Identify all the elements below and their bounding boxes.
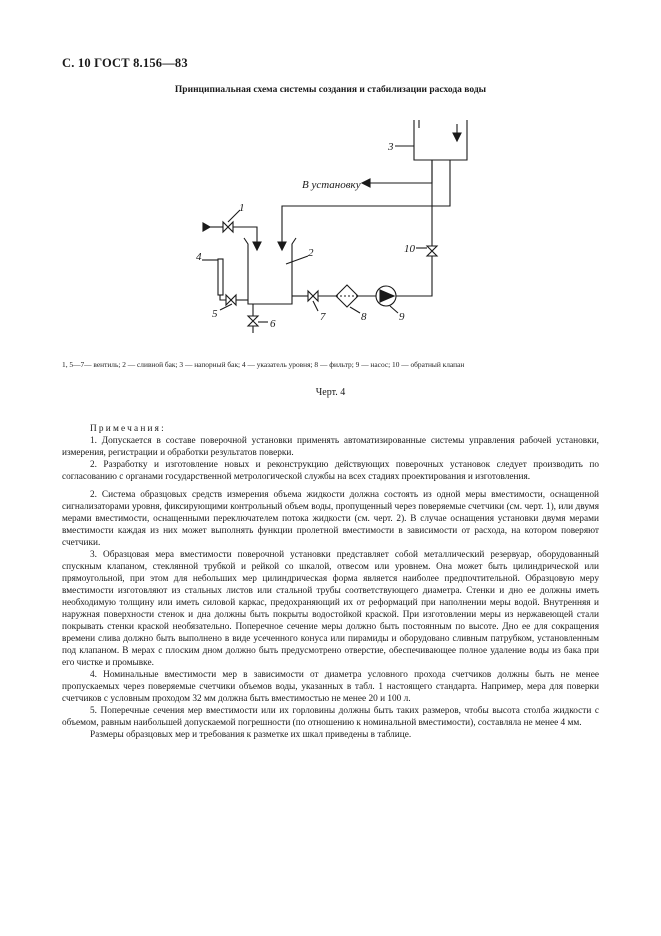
leader-line-8: [350, 307, 360, 313]
riser-pipe: [396, 256, 432, 296]
label-6: 6: [270, 318, 276, 330]
label-1: 1: [239, 202, 245, 214]
outlet-arrow: [362, 179, 370, 187]
valve-5-icon: [226, 295, 236, 305]
valve-1-icon: [223, 222, 233, 232]
label-2: 2: [308, 247, 314, 259]
valve-7-icon: [308, 291, 318, 301]
figure-caption: Черт. 4: [315, 387, 346, 398]
label-10: 10: [404, 243, 415, 255]
leader-line-9: [390, 306, 398, 313]
label-9: 9: [399, 311, 405, 323]
page-header: С. 10 ГОСТ 8.156—83: [62, 56, 188, 70]
flow-schematic-diagram: [150, 108, 480, 333]
valve-6-icon: [248, 316, 258, 326]
label-5: 5: [212, 308, 218, 320]
pump-triangle: [380, 290, 394, 302]
paragraph: 2. Система образцовых средств измерения объема жидкости должна состоять из одной меры вместимости, оснащенной сигнализаторами уровня, фиксирующими контрольный объем воды, пропущенный через поверяемые счетчики (см. черт. 1), или двумя мерами вместимости, оснащенными переключателем потока жидкости (см. черт. 2). В случае оснащения установки двумя мерами вместимости каждая из них может выполнять функции пролетной вместимости в зависимости от расхода, на котором поверяют счетчики.: [62, 490, 599, 548]
notes-title: Примечания:: [90, 424, 166, 434]
inlet-pipe-2: [233, 227, 257, 248]
leader-line-2: [286, 256, 308, 264]
note-item: 2. Разработку и изготовление новых и реконструкцию действующих поверочных установок следует производить по согласованию с органами государственной метрологической службы на всех стадиях проектирования и изготовления.: [62, 460, 599, 482]
figure-title: Принципиальная схема системы создания и стабилизации расхода воды: [174, 85, 487, 95]
drain-tank: [244, 238, 296, 304]
paragraph: 5. Поперечные сечения мер вместимости или их горловины должны быть таких размеров, чтобы высота столба жидкости с объемом, равным наибольшей допускаемой погрешности (по отношению к номинальной вместимости), составляла не менее 4 мм.: [62, 706, 599, 728]
figure-legend: 1, 5—7— вентиль; 2 — сливной бак; 3 — напорный бак; 4 — указатель уровня; 8 — фильтр; 9 — насос; 10 — обратный клапан: [62, 360, 465, 369]
paragraph: 3. Образцовая мера вместимости поверочной установки представляет собой металлический резервуар, оборудованный спускным клапаном, стеклянной трубкой и рейкой со шкалой, отвесом или уровнем. Она может быть цилиндрической или прямоугольной, при этом для небольших мер цилиндрическая форма является наиболее предпочтительной. Образцовую меру вместимости изготовляют из стальных листов или стальной трубы соответствующего диаметра. Стенки и дно ее должны иметь необходимую толщину или иметь силовой каркас, предохраняющий их от реформаций при наполнении меры водой. Внутренняя и наружная поверхности стенок и дна должны быть покрыты водостойкой краской. При изготовлении меры из нержавеющей стали покрывать стенки краской необязательно. Поперечное сечение меры должно быть постоянным по высоте. Дно ее для сокращения времени слива должно быть выполнено в виде усеченного конуса или пирамиды и оборудовано сливным патрубком, установленным под клапаном. В мерах с плоским дном должно быть предусмотрено отверстие, обеспечивающее полное удаление воды из бака при его чистке и промывке.: [62, 550, 599, 668]
paragraph: Размеры образцовых мер и требования к разметке их шкал приведены в таблице.: [90, 730, 412, 740]
flow-label: В установку: [302, 179, 361, 191]
label-3: 3: [388, 141, 394, 153]
outlet-pipe: [370, 160, 432, 183]
valve-10-icon: [427, 246, 437, 256]
paragraph: 4. Номинальные вместимости мер в зависимости от диаметра условного прохода счетчиков должны быть не менее пропускаемых через поверяемые счетчики объемов воды, указанных в табл. 1 настоящего стандарта. Например, мера для поверки счетчиков с условным проходом 32 мм должна быть вместимостью не менее 20 и 100 л.: [62, 670, 599, 704]
label-4: 4: [196, 251, 202, 263]
overflow-arrow: [278, 242, 286, 250]
label-8: 8: [361, 311, 367, 323]
overflow-pipe: [282, 160, 450, 248]
inlet-arrow: [203, 223, 210, 231]
body-text: [62, 423, 599, 741]
filter-icon: [336, 285, 358, 307]
level-indicator-pipe: [220, 295, 226, 300]
level-indicator: [218, 259, 223, 295]
leader-line-7: [313, 301, 318, 311]
note-item: 1. Допускается в составе поверочной установки применять автоматизированные системы управления рабочей установки, измерения, регистрации и обработки результатов поверки.: [62, 436, 599, 458]
inlet-arrow-down: [253, 242, 261, 250]
pressure-tank: [414, 120, 467, 160]
label-7: 7: [320, 311, 326, 323]
